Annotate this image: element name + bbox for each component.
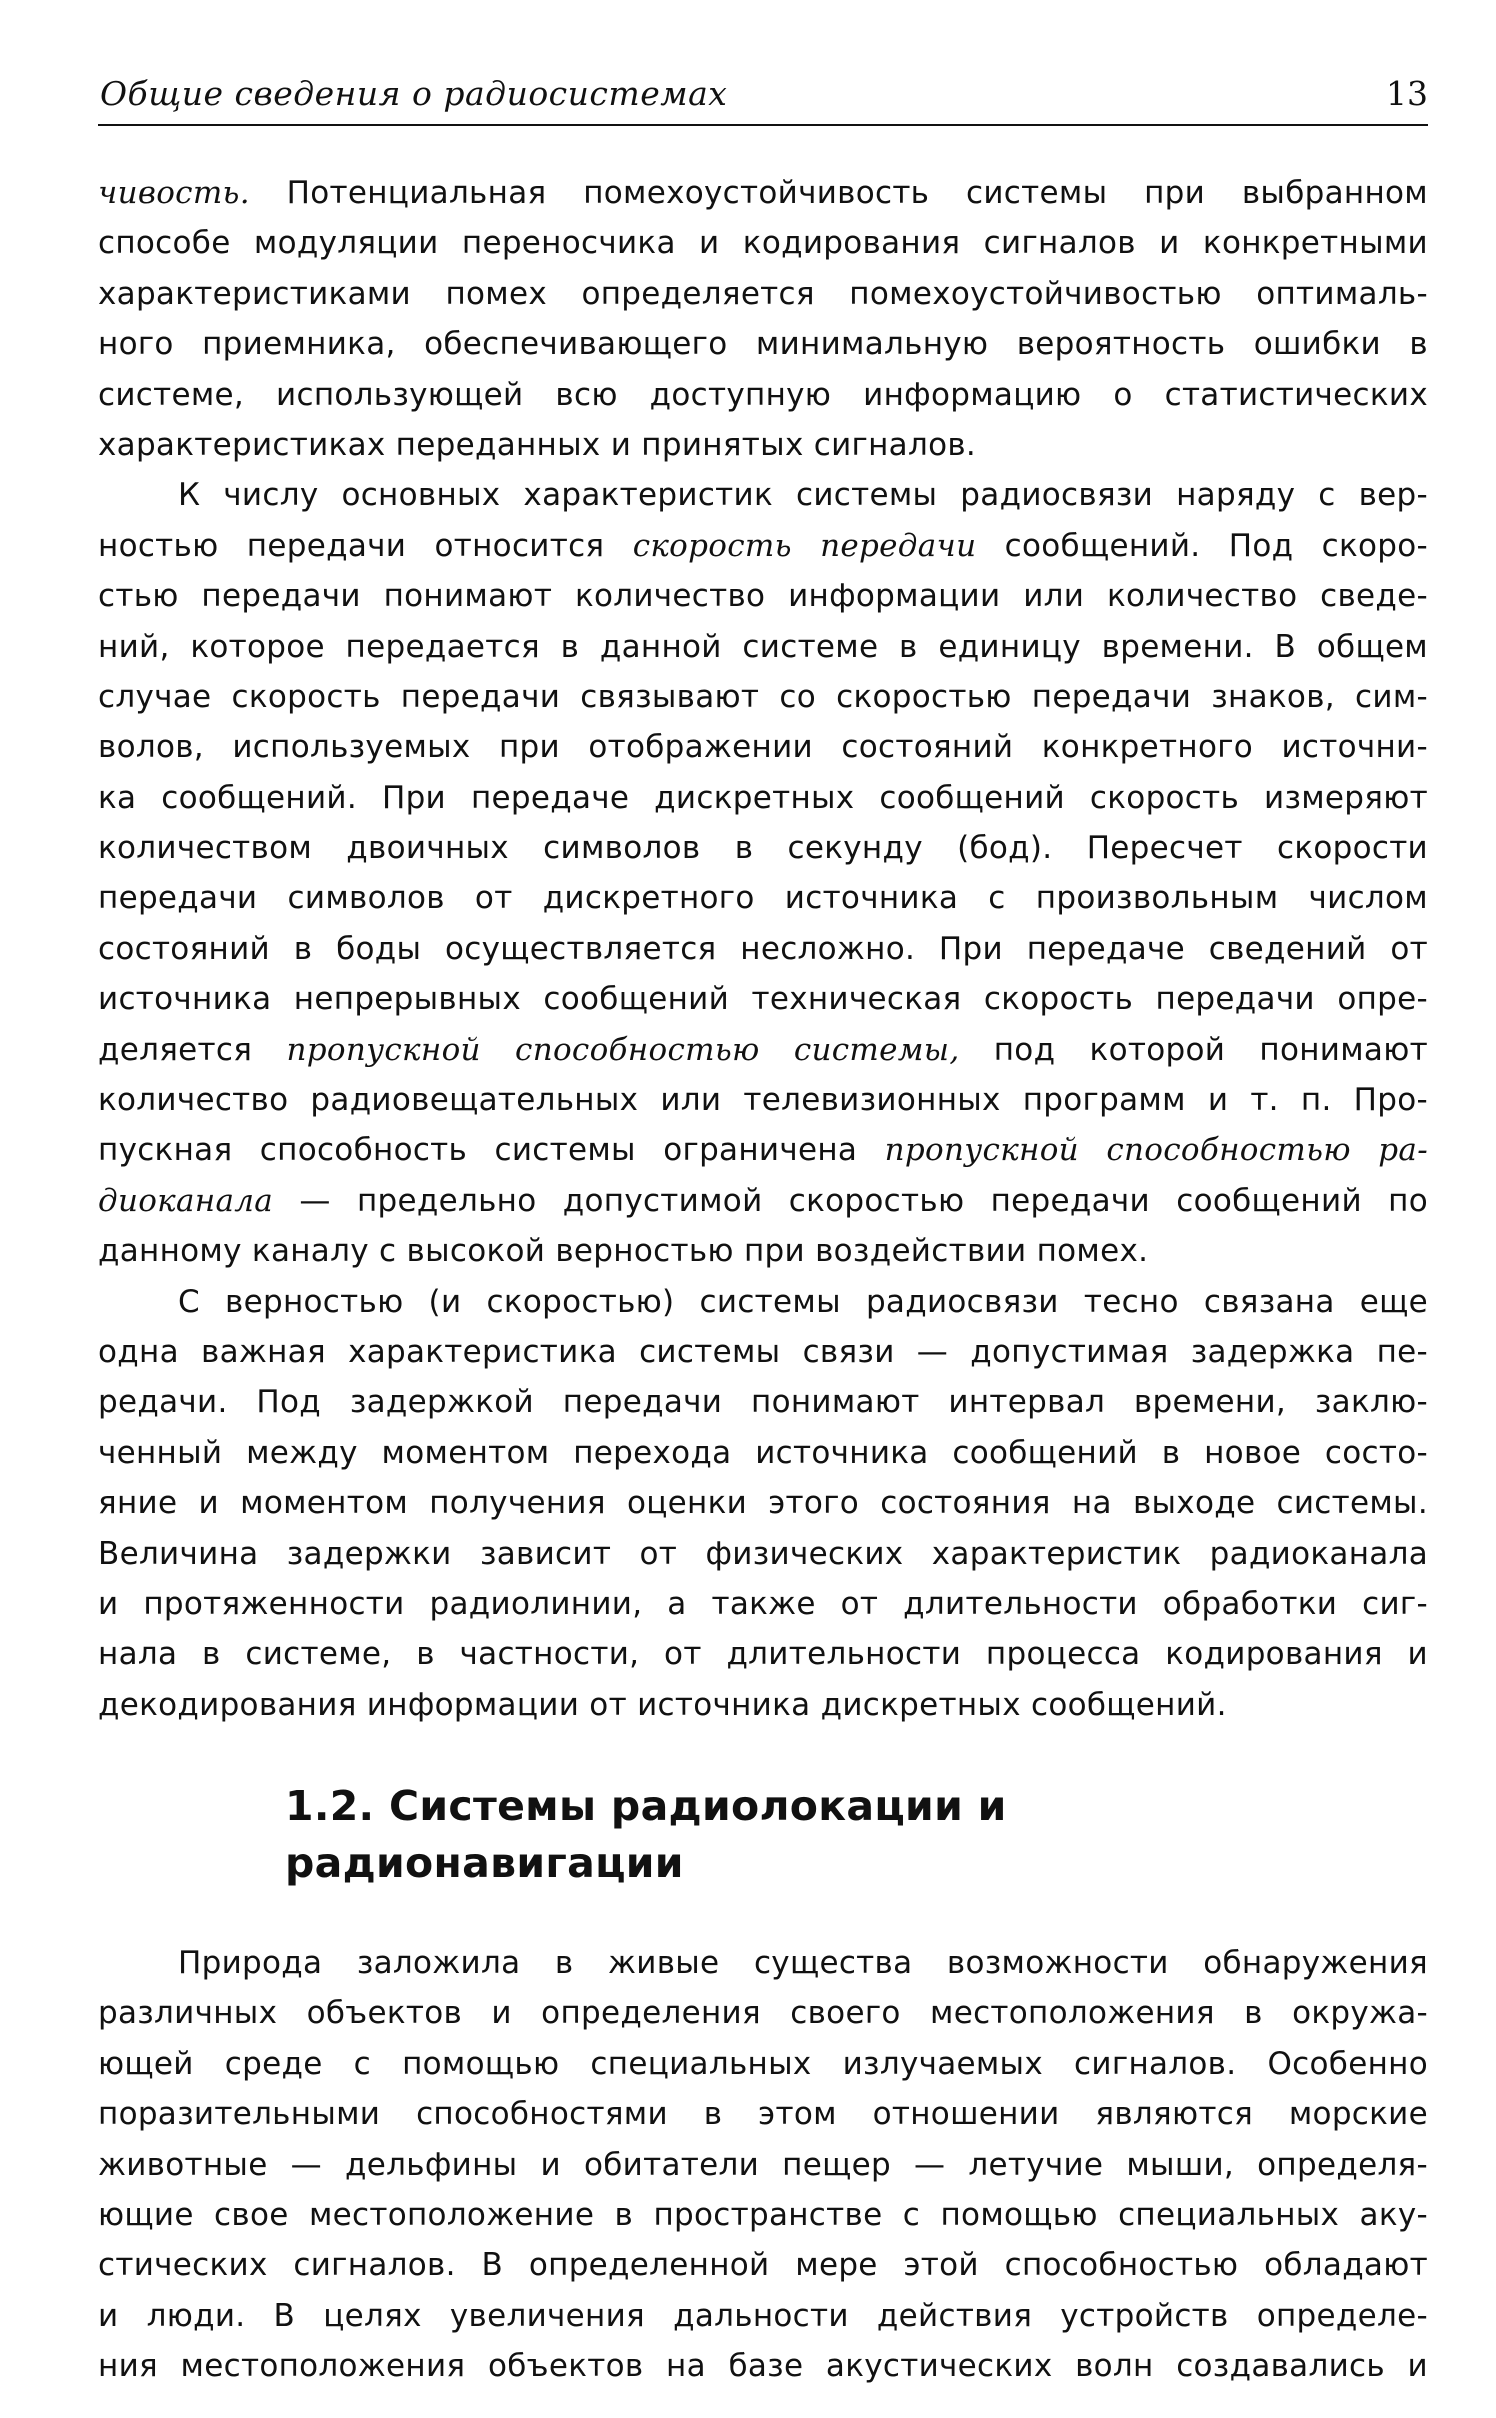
text-line: источника непрерывных сообщений техническая скорость передачи опре- (98, 981, 1428, 1018)
text-line: передачи символов от дискретного источника с произвольным числом (98, 880, 1428, 917)
text-line: чивость. Потенциальная помехоустойчивость системы при выбранном (98, 175, 1428, 211)
text-line: Природа заложила в живые существа возможности обнаружения (178, 1945, 1428, 1981)
text-line: С верностью (и скоростью) системы радиосвязи тесно связана еще (178, 1283, 1428, 1320)
text-line: редачи. Под задержкой передачи понимают интервал времени, заклю- (98, 1384, 1428, 1421)
text-line: ченный между моментом перехода источника сообщений в новое состо- (98, 1434, 1428, 1471)
italic-term: диоканала (98, 1182, 274, 1219)
text-line: ющие свое местоположение в пространстве с помощью специальных аку- (98, 2196, 1428, 2233)
text-line: данному каналу с высокой верностью при воздействии помех. (98, 1233, 1149, 1270)
text-line: волов, используемых при отображении состояний конкретного источни- (98, 729, 1428, 766)
text-line: диоканала — предельно допустимой скоростью передачи сообщений по (98, 1182, 1428, 1219)
section-heading-line: 1.2. Системы радиолокации и (285, 1782, 1007, 1830)
text-line: нала в системе, в частности, от длительности процесса кодирования и (98, 1636, 1428, 1673)
page-header (98, 72, 1428, 128)
text-line: поразительными способностями в этом отношении являются морские (98, 2096, 1428, 2133)
text-line: К числу основных характеристик системы радиосвязи наряду с вер- (178, 477, 1428, 514)
text-line: стических сигналов. В определенной мере этой способностью обладают (98, 2247, 1428, 2284)
text-line: характеристиках переданных и принятых сигналов. (98, 426, 977, 463)
page-number: 13 (1386, 74, 1428, 113)
section-heading-line: радионавигации (285, 1839, 684, 1887)
running-title: Общие сведения о радиосистемах (100, 74, 728, 113)
text-line: ного приемника, обеспечивающего минимальную вероятность ошибки в (98, 326, 1428, 363)
text-line: животные — дельфины и обитатели пещер — летучие мыши, определя- (98, 2146, 1428, 2183)
text-line: количеством двоичных символов в секунду (бод). Пересчет скорости (98, 830, 1428, 867)
text-line: характеристиками помех определяется помехоустойчивостью оптималь- (98, 275, 1428, 312)
text-line: ющей среде с помощью специальных излучаемых сигналов. Особенно (98, 2045, 1428, 2082)
text-line: состояний в боды осуществляется несложно. При передаче сведений от (98, 930, 1428, 967)
text-line: пускная способность системы ограничена пропускной способностью ра- (98, 1132, 1428, 1169)
body-text (98, 168, 1428, 1730)
paragraph-2 (98, 470, 1428, 1276)
paragraph-3 (98, 1277, 1428, 1731)
italic-term: пропускной способностью ра- (884, 1132, 1428, 1169)
italic-term: чивость. (98, 175, 250, 211)
text-line: системе, использующей всю доступную информацию о статистических (98, 376, 1428, 413)
text-line: различных объектов и определения своего местоположения в окружа- (98, 1995, 1428, 2032)
paragraph-1 (98, 168, 1428, 470)
text-line: и люди. В целях увеличения дальности действия устройств определе- (98, 2297, 1428, 2334)
italic-term: скорость передачи (632, 527, 977, 564)
text-line: ка сообщений. При передаче дискретных сообщений скорость измеряют (98, 779, 1428, 816)
text-line: способе модуляции переносчика и кодирования сигналов и конкретными (98, 225, 1428, 262)
section-heading (285, 1778, 1007, 1892)
text-line: ний, которое передается в данной системе в единицу времени. В общем (98, 628, 1428, 665)
text-line: ния местоположения объектов на базе акустических волн создавались и (98, 2348, 1428, 2385)
text-line: количество радиовещательных или телевизионных программ и т. п. Про- (98, 1082, 1428, 1119)
text-line: одна важная характеристика системы связи — допустимая задержка пе- (98, 1333, 1428, 1370)
text-line: стью передачи понимают количество информации или количество сведе- (98, 578, 1428, 615)
text-line: ностью передачи относится скорость передачи сообщений. Под скоро- (98, 527, 1429, 564)
text-line: Величина задержки зависит от физических характеристик радиоканала (98, 1535, 1428, 1572)
text-line: яние и моментом получения оценки этого состояния на выходе системы. (98, 1485, 1428, 1522)
text-line: декодирования информации от источника дискретных сообщений. (98, 1686, 1227, 1723)
text-line: случае скорость передачи связывают со скоростью передачи знаков, сим- (98, 678, 1428, 715)
header-rule (98, 124, 1428, 126)
italic-term: пропускной способностью системы, (286, 1031, 960, 1068)
text-line: деляется пропускной способностью системы, под которой понимают (98, 1031, 1428, 1068)
paragraph-4 (98, 1938, 1428, 2392)
text-line: и протяженности радиолинии, а также от длительности обработки сиг- (98, 1585, 1428, 1622)
section-text (98, 1938, 1428, 2392)
